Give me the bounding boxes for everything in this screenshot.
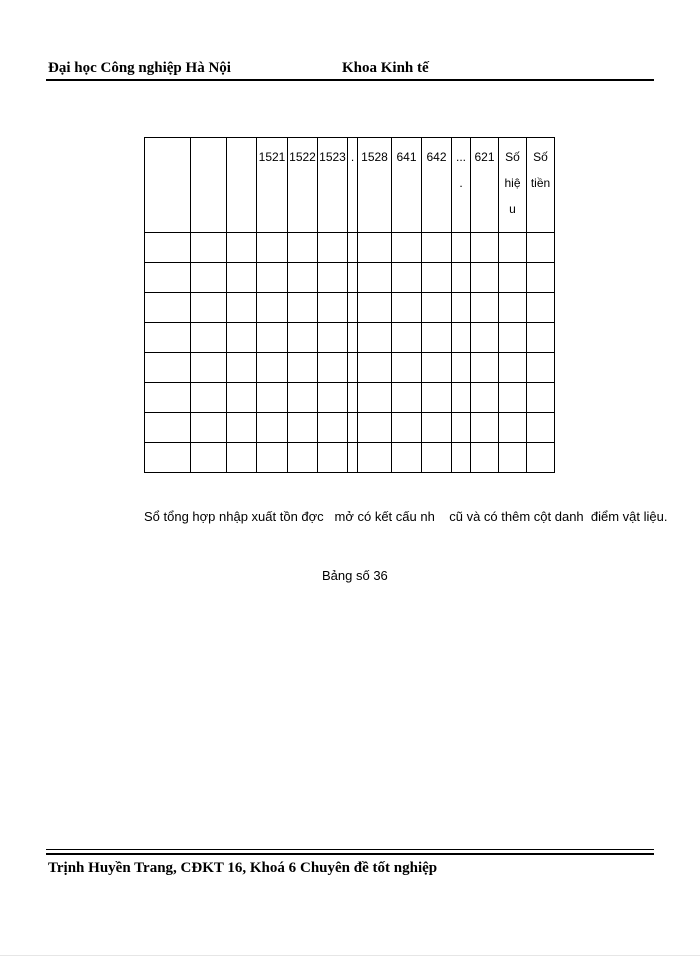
table-cell <box>288 293 318 323</box>
table-cell <box>145 443 191 473</box>
table-row <box>145 233 555 263</box>
table-cell <box>288 443 318 473</box>
table-cell <box>358 443 392 473</box>
footer-author: Trịnh Huyền Trang, CĐKT 16, Khoá 6 <box>48 860 297 876</box>
table-cell <box>452 443 471 473</box>
column-header <box>227 138 257 233</box>
footer-rule-thick <box>46 853 654 855</box>
table-cell <box>358 383 392 413</box>
table-cell <box>318 353 348 383</box>
table-cell <box>257 293 288 323</box>
table-row <box>145 443 555 473</box>
table-header-row <box>145 138 555 233</box>
table-cell <box>145 323 191 353</box>
table-cell <box>527 323 555 353</box>
table-cell <box>527 353 555 383</box>
table-number: Bảng số 36 <box>322 568 388 583</box>
table-cell <box>348 263 358 293</box>
table-cell <box>499 443 527 473</box>
table-cell <box>288 323 318 353</box>
table-cell <box>257 413 288 443</box>
table-cell <box>452 353 471 383</box>
header-faculty: Khoa Kinh tế <box>342 60 429 76</box>
table-cell <box>471 443 499 473</box>
table-cell <box>499 323 527 353</box>
table-cell <box>422 323 452 353</box>
table-cell <box>348 293 358 323</box>
table-row <box>145 383 555 413</box>
table-cell <box>257 263 288 293</box>
table-cell <box>452 413 471 443</box>
table-row <box>145 353 555 383</box>
table-cell <box>499 293 527 323</box>
table-cell <box>392 233 422 263</box>
table-cell <box>392 383 422 413</box>
table-cell <box>318 263 348 293</box>
column-header: 642 <box>422 138 452 233</box>
table-cell <box>288 413 318 443</box>
column-header: Số tiền <box>527 138 555 233</box>
column-header: ... . <box>452 138 471 233</box>
table-cell <box>318 383 348 413</box>
table-cell <box>257 233 288 263</box>
table-cell <box>422 353 452 383</box>
table-cell <box>358 353 392 383</box>
table-cell <box>227 353 257 383</box>
table-cell <box>227 413 257 443</box>
table-cell <box>527 443 555 473</box>
table-cell <box>348 233 358 263</box>
table-cell <box>471 293 499 323</box>
table-cell <box>191 323 227 353</box>
column-header: 1521 <box>257 138 288 233</box>
table-cell <box>499 413 527 443</box>
table-caption: Sổ tổng hợp nhập xuất tồn đợc mở có kết cấu nh cũ và có thêm cột danh điểm vật liệu. <box>144 509 668 524</box>
table-cell <box>191 443 227 473</box>
table-cell <box>452 323 471 353</box>
column-header: . <box>348 138 358 233</box>
table-cell <box>471 413 499 443</box>
table-cell <box>145 233 191 263</box>
table-cell <box>318 293 348 323</box>
table-cell <box>499 353 527 383</box>
table-cell <box>191 293 227 323</box>
table-cell <box>318 413 348 443</box>
table-cell <box>257 383 288 413</box>
table-cell <box>318 323 348 353</box>
table-cell <box>499 263 527 293</box>
table-cell <box>227 443 257 473</box>
table-cell <box>392 293 422 323</box>
table-cell <box>145 293 191 323</box>
table-cell <box>358 263 392 293</box>
header-rule <box>46 79 654 81</box>
table-cell <box>191 233 227 263</box>
table-cell <box>422 443 452 473</box>
table-cell <box>257 323 288 353</box>
table-cell <box>499 233 527 263</box>
table-cell <box>452 293 471 323</box>
table-cell <box>348 413 358 443</box>
ledger-table <box>144 137 555 473</box>
table-cell <box>358 233 392 263</box>
table-cell <box>527 383 555 413</box>
table-cell <box>392 263 422 293</box>
table-cell <box>318 233 348 263</box>
table-cell <box>288 383 318 413</box>
table-cell <box>288 353 318 383</box>
table-row <box>145 293 555 323</box>
table-cell <box>227 263 257 293</box>
table-cell <box>422 233 452 263</box>
table-cell <box>288 233 318 263</box>
footer-rule <box>46 849 654 850</box>
table-cell <box>422 293 452 323</box>
table-cell <box>145 413 191 443</box>
page-edge <box>0 955 700 956</box>
table-cell <box>145 263 191 293</box>
table-cell <box>257 443 288 473</box>
table-cell <box>348 353 358 383</box>
table-cell <box>471 383 499 413</box>
table-cell <box>392 353 422 383</box>
table-cell <box>348 323 358 353</box>
table-row <box>145 413 555 443</box>
column-header: 641 <box>392 138 422 233</box>
table-cell <box>191 353 227 383</box>
table-cell <box>191 263 227 293</box>
table-cell <box>499 383 527 413</box>
table-cell <box>527 293 555 323</box>
table-cell <box>227 383 257 413</box>
table-cell <box>227 233 257 263</box>
table-cell <box>392 443 422 473</box>
table-cell <box>145 353 191 383</box>
column-header: Số hiệ u <box>499 138 527 233</box>
table-cell <box>257 353 288 383</box>
table-cell <box>452 233 471 263</box>
column-header: 621 <box>471 138 499 233</box>
table-cell <box>527 233 555 263</box>
header-university: Đại học Công nghiệp Hà Nội <box>48 60 231 76</box>
table-cell <box>452 383 471 413</box>
table-cell <box>452 263 471 293</box>
table-cell <box>227 323 257 353</box>
table-cell <box>392 323 422 353</box>
table-cell <box>227 293 257 323</box>
column-header <box>191 138 227 233</box>
column-header: 1528 <box>358 138 392 233</box>
column-header <box>145 138 191 233</box>
column-header: 1523 <box>318 138 348 233</box>
table-cell <box>422 383 452 413</box>
footer-title: Chuyên đề tốt nghiệp <box>300 860 438 876</box>
table-cell <box>318 443 348 473</box>
column-header: 1522 <box>288 138 318 233</box>
table-cell <box>527 413 555 443</box>
table-cell <box>348 383 358 413</box>
table-cell <box>358 293 392 323</box>
table-cell <box>471 353 499 383</box>
table-cell <box>471 323 499 353</box>
table-cell <box>422 413 452 443</box>
table-cell <box>348 443 358 473</box>
table-cell <box>422 263 452 293</box>
table-cell <box>527 263 555 293</box>
table-cell <box>288 263 318 293</box>
table-cell <box>145 383 191 413</box>
table-cell <box>191 413 227 443</box>
table-cell <box>358 323 392 353</box>
table-row <box>145 263 555 293</box>
table-row <box>145 323 555 353</box>
table-cell <box>191 383 227 413</box>
table-cell <box>471 233 499 263</box>
table-cell <box>358 413 392 443</box>
table-cell <box>392 413 422 443</box>
table-cell <box>471 263 499 293</box>
